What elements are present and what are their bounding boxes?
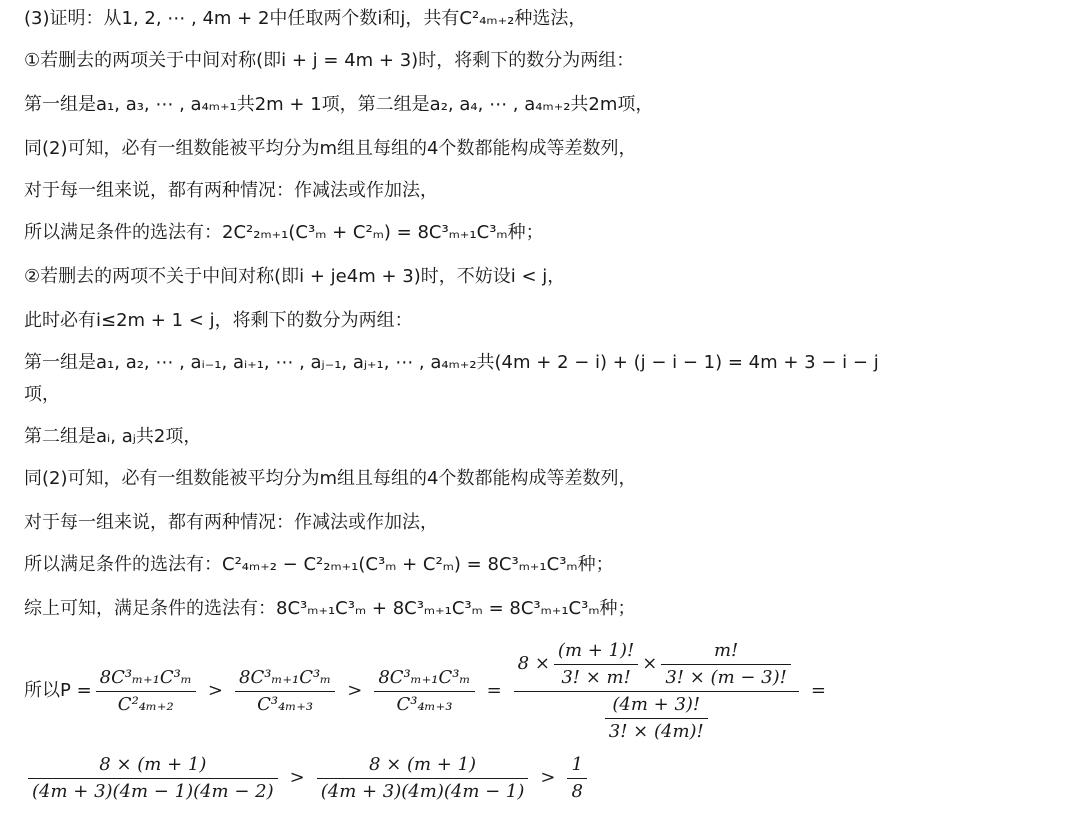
operator: ×	[642, 653, 658, 674]
big-fraction-numerator	[514, 638, 799, 691]
fraction-numerator: (m + 1)!	[557, 639, 635, 661]
text-line: 同(2)可知，必有一组数能被平均分为m组且每组的4个数都能构成等差数列，	[24, 468, 637, 489]
fraction	[28, 752, 278, 805]
text-line: 此时必有i≤2m + 1 < j，将剩下的数分为两组：	[24, 310, 413, 331]
text-line: 第一组是a₁, a₂, ⋯ , aᵢ₋₁, aᵢ₊₁, ⋯ , aⱼ₋₁, aⱼ₊₁, ⋯ , a₄ₘ₊₂共(4m + 2 − i) + (j − i − 1) = 4m + 3 − i − j	[24, 352, 879, 373]
operator: =	[486, 680, 502, 701]
fraction	[96, 665, 196, 718]
text-line: 所以满足条件的选法有：2C²₂ₘ₊₁(C³ₘ + C²ₘ) = 8C³ₘ₊₁C³ₘ种；	[24, 222, 544, 243]
fraction-numerator: 8C³ₘ₊₁C³ₘ	[239, 666, 332, 688]
fraction-numerator: m!	[713, 639, 739, 661]
fraction-denominator: (4m + 3)(4m − 1)(4m − 2)	[32, 780, 274, 802]
expr-prefix: 所以P =	[24, 680, 92, 701]
probability-expression	[24, 636, 834, 746]
fraction	[374, 665, 474, 718]
fraction-denominator: C²₄ₘ₊₂	[117, 693, 174, 715]
fraction-denominator: 3! × m!	[561, 666, 631, 688]
operator: =	[810, 680, 826, 701]
fraction-numerator: 8C³ₘ₊₁C³ₘ	[99, 666, 192, 688]
fraction	[661, 638, 791, 691]
fraction	[317, 752, 529, 805]
text-line: 同(2)可知，必有一组数能被平均分为m组且每组的4个数都能构成等差数列，	[24, 138, 637, 159]
text-line: 所以满足条件的选法有：C²₄ₘ₊₂ − C²₂ₘ₊₁(C³ₘ + C²ₘ) = 8C³ₘ₊₁C³ₘ种；	[24, 554, 614, 575]
fraction-denominator: 8	[571, 780, 583, 802]
text-line: ②若删去的两项不关于中间对称(即i + je4m + 3)时，不妨设i < j，	[24, 266, 566, 287]
text-line: 对于每一组来说，都有两种情况：作减法或作加法，	[24, 512, 438, 533]
fraction	[567, 752, 586, 805]
fraction-numerator: (4m + 3)!	[612, 693, 701, 715]
fraction-numerator: 8 × (m + 1)	[99, 753, 207, 775]
text-line: 综上可知，满足条件的选法有：8C³ₘ₊₁C³ₘ + 8C³ₘ₊₁C³ₘ = 8C³ₘ₊₁C³ₘ种；	[24, 598, 636, 619]
fraction-numerator: 8C³ₘ₊₁C³ₘ	[378, 666, 471, 688]
fraction-denominator: C³₄ₘ₊₃	[257, 693, 314, 715]
text-line: 第一组是a₁, a₃, ⋯ , a₄ₘ₊₁共2m + 1项，第二组是a₂, a₄, ⋯ , a₄ₘ₊₂共2m项，	[24, 94, 654, 115]
text-line: 项，	[24, 384, 60, 405]
fraction-numerator: 1	[571, 753, 583, 775]
fraction	[605, 692, 708, 745]
fraction-numerator: 8 × (m + 1)	[369, 753, 477, 775]
text-line: 第二组是aᵢ, aⱼ共2项，	[24, 426, 202, 447]
text-line: ①若删去的两项关于中间对称(即i + j = 4m + 3)时，将剩下的数分为两组：	[24, 50, 635, 71]
big-fraction	[514, 638, 799, 745]
operator: >	[289, 767, 305, 788]
big-fraction-denominator	[597, 692, 716, 745]
fraction-denominator: (4m + 3)(4m)(4m − 1)	[320, 780, 525, 802]
fraction-denominator: C³₄ₘ₊₃	[396, 693, 453, 715]
operator: >	[540, 767, 556, 788]
fraction-denominator: 3! × (m − 3)!	[665, 666, 787, 688]
text-line: (3)证明：从1, 2, ⋯ , 4m + 2中任取两个数i和j，共有C²₄ₘ₊₂种选法，	[24, 8, 587, 29]
operator: >	[347, 680, 363, 701]
multiplier: 8 ×	[517, 653, 550, 674]
fraction	[235, 665, 335, 718]
operator: >	[207, 680, 223, 701]
fraction-denominator: 3! × (4m)!	[608, 720, 704, 742]
inequality-chain	[24, 748, 591, 808]
text-line: 对于每一组来说，都有两种情况：作减法或作加法，	[24, 180, 438, 201]
fraction	[554, 638, 638, 691]
